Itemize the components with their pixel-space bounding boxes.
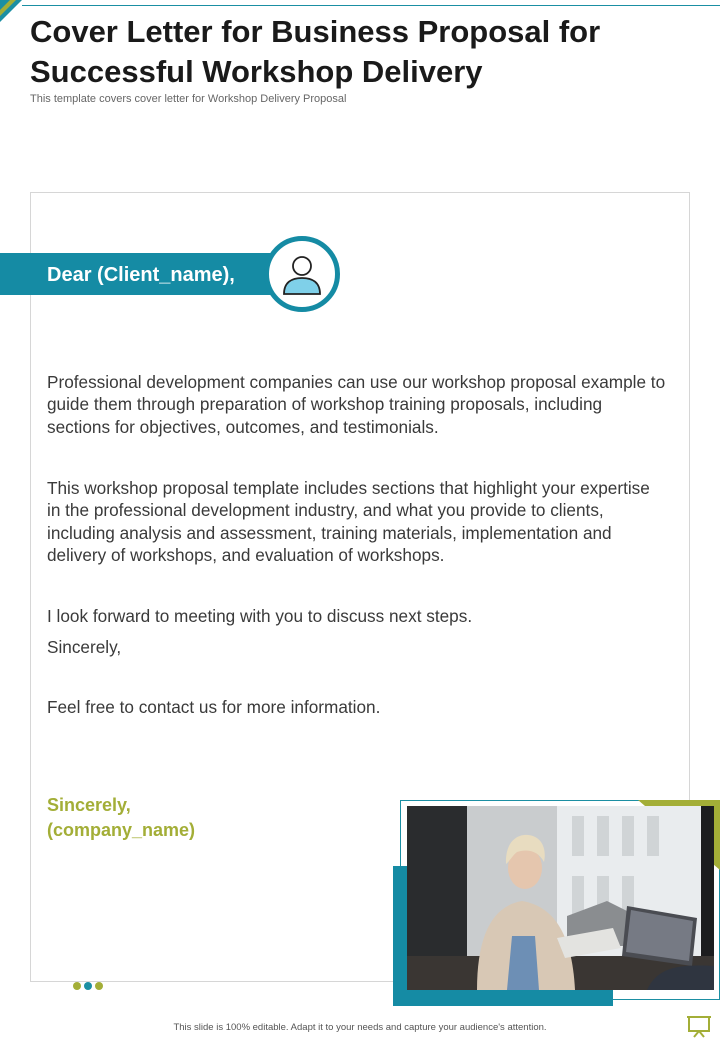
top-rule <box>22 5 720 6</box>
dot-3 <box>95 982 103 990</box>
dot-1 <box>73 982 81 990</box>
presentation-board-icon <box>686 1014 712 1038</box>
corner-accent <box>0 0 22 22</box>
user-avatar-icon <box>279 251 325 297</box>
signoff-line-1: Sincerely, <box>47 795 131 815</box>
page-title: Cover Letter for Business Proposal for Successful Workshop Delivery <box>30 14 601 89</box>
pagination-dots <box>73 977 109 987</box>
page-subtitle: This template covers cover letter for Workshop Delivery Proposal <box>30 93 347 105</box>
letter-paragraph-3: I look forward to meeting with you to discuss next steps. <box>47 606 473 626</box>
greeting-text: Dear (Client_name), <box>47 264 235 286</box>
footer-note: This slide is 100% editable. Adapt it to your needs and capture your audience's attention. <box>173 1022 547 1033</box>
dot-2 <box>84 982 92 990</box>
letter-paragraph-4: Sincerely, <box>47 637 122 657</box>
signoff-company: (company_name) <box>47 820 196 840</box>
avatar <box>264 236 340 312</box>
workshop-photo <box>407 806 714 990</box>
letter-paragraph-1: Professional development companies can use our workshop proposal example to guide them through preparation of workshop training proposals, including sections for objectives, outcomes, and testimonials. <box>47 372 666 437</box>
signoff <box>47 793 195 843</box>
letter-paragraph-5: Feel free to contact us for more information. <box>47 697 381 717</box>
letter-paragraph-2: This workshop proposal template includes sections that highlight your expertise in the professional development industry, and what you provide to clients, including analysis and assessment, training materials, implementation and delivery of workshops, and evaluation of workshops. <box>47 478 650 565</box>
